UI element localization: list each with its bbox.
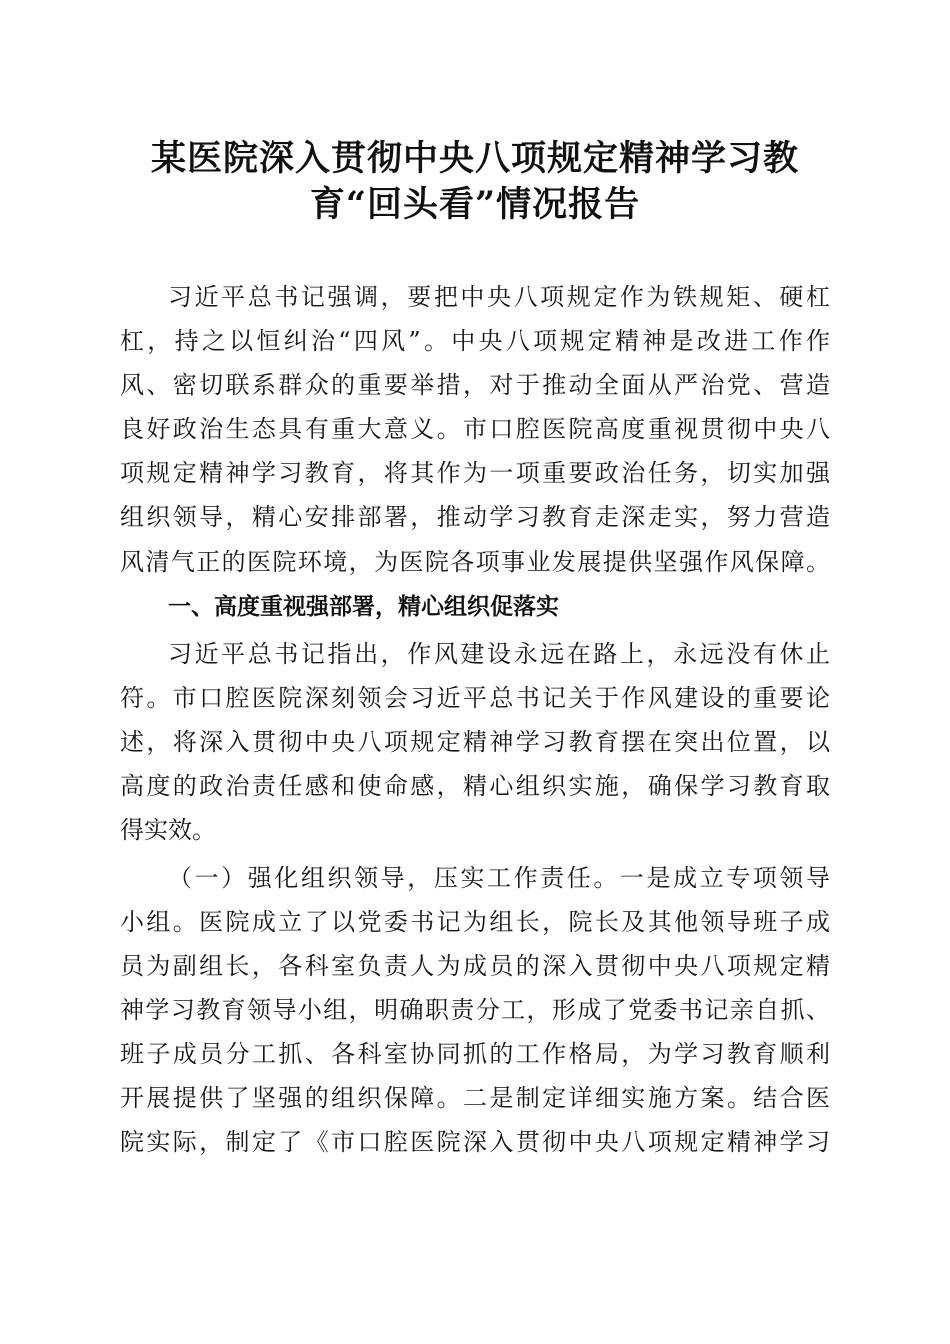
section-1-line-3: 述，将深入贯彻中央八项规定精神学习教育摆在突出位置，以 [120, 728, 830, 756]
section-1-line-1: 习近平总书记指出，作风建设永远在路上，永远没有休止 [168, 640, 830, 668]
intro-line-6: 组织领导，精心安排部署，推动学习教育走深走实，努力营造 [120, 503, 830, 531]
subsection-1-line-3: 员为副组长，各科室负责人为成员的深入贯彻中央八项规定精 [120, 952, 830, 980]
intro-line-1: 习近平总书记强调，要把中央八项规定作为铁规矩、硬杠 [168, 283, 830, 311]
section-1-line-2: 符。市口腔医院深刻领会习近平总书记关于作风建设的重要论 [120, 684, 830, 712]
intro-line-3: 风、密切联系群众的重要举措，对于推动全面从严治党、营造 [120, 371, 830, 399]
subsection-1-line-4: 神学习教育领导小组，明确职责分工，形成了党委书记亲自抓、 [120, 996, 830, 1024]
intro-line-7: 风清气正的医院环境，为医院各项事业发展提供坚强作风保障。 [120, 548, 830, 576]
subsection-1-line-7: 院实际，制定了《市口腔医院深入贯彻中央八项规定精神学习 [120, 1128, 830, 1156]
intro-line-2: 杠，持之以恒纠治“四风”。中央八项规定精神是改进工作作 [120, 327, 830, 355]
section-1-line-5: 得实效。 [120, 816, 216, 844]
subsection-1-line-1: （一）强化组织领导，压实工作责任。一是成立专项领导 [168, 864, 830, 892]
intro-line-5: 项规定精神学习教育，将其作为一项重要政治任务，切实加强 [120, 459, 830, 487]
subsection-1-line-2: 小组。医院成立了以党委书记为组长，院长及其他领导班子成 [120, 908, 830, 936]
intro-line-4: 良好政治生态具有重大意义。市口腔医院高度重视贯彻中央八 [120, 415, 830, 443]
document-title-line-2: 育“回头看”情况报告 [309, 184, 641, 225]
subsection-1-line-6: 开展提供了坚强的组织保障。二是制定详细实施方案。结合医 [120, 1084, 830, 1112]
section-1-heading: 一、高度重视强部署，精心组织促落实 [168, 594, 559, 620]
section-1-line-4: 高度的政治责任感和使命感，精心组织实施，确保学习教育取 [120, 772, 830, 800]
document-title-line-1: 某医院深入贯彻中央八项规定精神学习教 [150, 138, 799, 179]
subsection-1-line-5: 班子成员分工抓、各科室协同抓的工作格局，为学习教育顺利 [120, 1040, 830, 1068]
